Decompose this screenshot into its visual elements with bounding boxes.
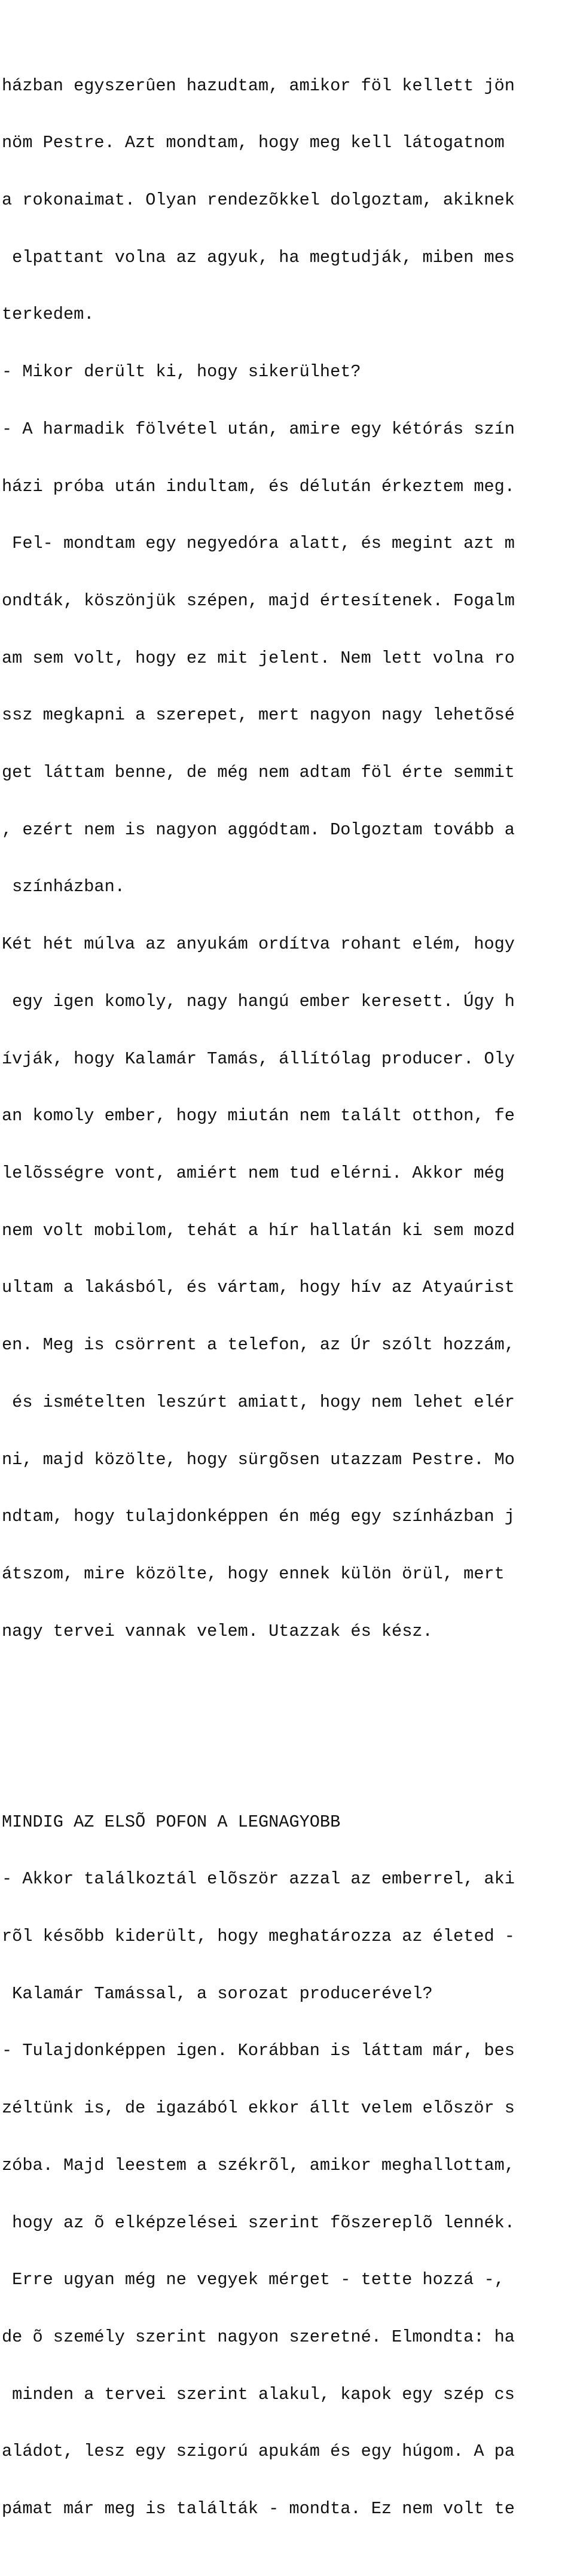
- text-line: ondták, köszönjük szépen, majd értesítenek. Fogalm: [2, 590, 515, 611]
- text-line: átszom, mire közölte, hogy ennek külön örül, mert: [2, 1563, 515, 1584]
- text-line: nem volt mobilom, tehát a hír hallatán ki sem mozd: [2, 1220, 515, 1240]
- document-page: [2, 0, 574, 2519]
- text-line: en. Meg is csörrent a telefon, az Úr szólt hozzám,: [2, 1335, 515, 1355]
- text-line: ndtam, hogy tulajdonképpen én még egy színházban j: [2, 1507, 515, 1527]
- text-line: minden a tervei szerint alakul, kapok egy szép cs: [2, 2384, 515, 2404]
- text-block-1: [2, 38, 574, 1679]
- text-line: get láttam benne, de még nem adtam föl érte semmit: [2, 763, 515, 783]
- text-line: a rokonaimat. Olyan rendezõkkel dolgoztam, akiknek: [2, 190, 515, 211]
- text-line: házi próba után indultam, és délután érkeztem meg.: [2, 476, 515, 496]
- text-line: lelõsségre vont, amiért nem tud elérni. Akkor még: [2, 1163, 515, 1183]
- text-line: rõl késõbb kiderült, hogy meghatározza az életed -: [2, 1926, 515, 1947]
- text-line: ni, majd közölte, hogy sürgõsen utazzam Pestre. Mo: [2, 1449, 515, 1470]
- section-heading: MINDIG AZ ELSÕ POFON A LEGNAGYOBB: [2, 1812, 341, 1832]
- text-line: pámat már meg is találták - mondta. Ez nem volt te: [2, 2499, 515, 2519]
- text-line: an komoly ember, hogy miután nem talált otthon, fe: [2, 1106, 515, 1126]
- text-line: zéltünk is, de igazából ekkor állt velem elõször s: [2, 2098, 515, 2118]
- text-line: de õ személy szerint nagyon szeretné. Elmondta: ha: [2, 2327, 515, 2347]
- text-line: am sem volt, hogy ez mit jelent. Nem lett volna ro: [2, 648, 515, 668]
- text-line: ívják, hogy Kalamár Tamás, állítólag producer. Oly: [2, 1048, 515, 1069]
- text-block-2: [2, 1775, 574, 2557]
- text-line: - Mikor derült ki, hogy sikerülhet?: [2, 362, 361, 382]
- text-line: házban egyszerûen hazudtam, amikor föl kellett jön: [2, 75, 515, 96]
- text-line: - A harmadik fölvétel után, amire egy kétórás szín: [2, 419, 515, 439]
- text-line: és ismételten leszúrt amiatt, hogy nem lehet elér: [2, 1392, 515, 1412]
- text-line: színházban.: [2, 877, 125, 897]
- text-line: ssz megkapni a szerepet, mert nagyon nagy lehetõsé: [2, 705, 515, 725]
- text-line: Kalamár Tamással, a sorozat producerével?: [2, 1983, 433, 2004]
- text-line: nagy tervei vannak velem. Utazzak és kész.: [2, 1621, 433, 1641]
- text-line: terkedem.: [2, 304, 94, 325]
- paragraph-spacer: [2, 1717, 574, 1736]
- text-line: egy igen komoly, nagy hangú ember keresett. Úgy h: [2, 991, 515, 1011]
- text-line: Erre ugyan még ne vegyek mérget - tette hozzá -,: [2, 2270, 505, 2290]
- text-line: zóba. Majd leestem a székrõl, amikor meghallottam,: [2, 2155, 515, 2175]
- text-line: - Tulajdonképpen igen. Korábban is láttam már, bes: [2, 2041, 515, 2061]
- text-line: ultam a lakásból, és vártam, hogy hív az Atyaúrist: [2, 1278, 515, 1298]
- text-line: - Akkor találkoztál elõször azzal az emberrel, aki: [2, 1869, 515, 1889]
- text-line: elpattant volna az agyuk, ha megtudják, miben mes: [2, 247, 515, 267]
- text-line: aládot, lesz egy szigorú apukám és egy húgom. A pa: [2, 2441, 515, 2462]
- text-line: nöm Pestre. Azt mondtam, hogy meg kell látogatnom: [2, 133, 505, 153]
- text-line: Két hét múlva az anyukám ordítva rohant elém, hogy: [2, 934, 515, 955]
- text-line: Fel- mondtam egy negyedóra alatt, és megint azt m: [2, 534, 515, 554]
- text-line: hogy az õ elképzelései szerint fõszereplõ lennék.: [2, 2212, 515, 2233]
- text-line: , ezért nem is nagyon aggódtam. Dolgoztam tovább a: [2, 819, 515, 840]
